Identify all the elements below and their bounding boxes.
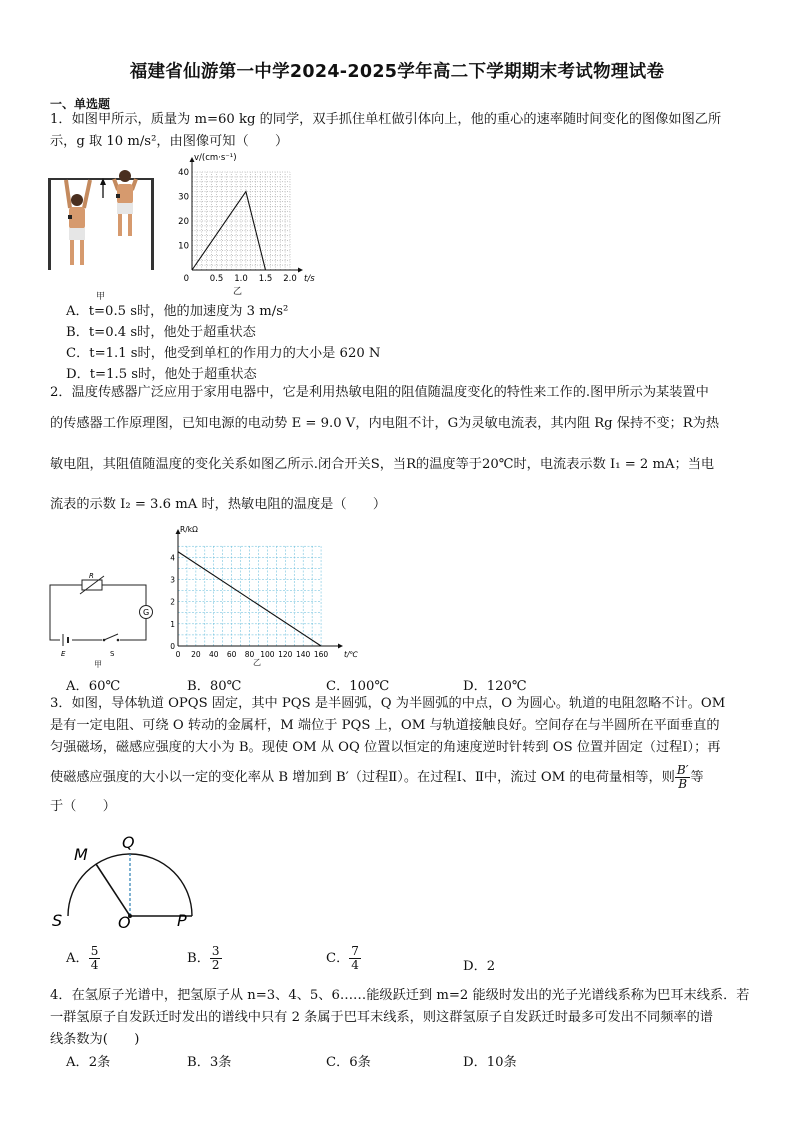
y-axis-label: v/(cm·s⁻¹) (194, 153, 237, 163)
x-axis-label: t/s (304, 274, 315, 284)
q2-text-line2: 的传感器工作原理图，已知电源的电动势 E = 9.0 V，内电阻不计，G为灵敏电流表，其内阻 Rg 保持不变；R为热 (50, 416, 720, 431)
q3-fraction-den: B (678, 777, 688, 791)
q3-option-c-num: 7 (351, 944, 359, 958)
q3-text-line5: 于（ ） (50, 799, 116, 814)
circuit-label-r: R (89, 572, 94, 580)
circuit-label-s: S (110, 650, 115, 658)
page-title: 福建省仙游第一中学2024-2025学年高二下学期期末考试物理试卷 (129, 62, 665, 82)
y-tick-label: 40 (178, 168, 189, 178)
q1-option-a[interactable]: A．t=0.5 s时，他的加速度为 3 m/s² (66, 304, 289, 319)
section-heading: 一、单选题 (50, 97, 111, 111)
q1-text-line2: 示，g 取 10 m/s²，由图像可知（ ） (50, 134, 289, 149)
q3-text-line4b: 等 (690, 770, 704, 785)
x-tick-label: 40 (208, 650, 219, 659)
q2-option-a[interactable]: A．60℃ (66, 679, 121, 694)
q3-option-b-den: 2 (211, 958, 220, 972)
x-tick-label: 2.0 (283, 274, 297, 284)
q3-text-line4 (50, 764, 745, 791)
q3-option-a[interactable] (66, 945, 100, 972)
q3-fraction (675, 764, 691, 791)
x-tick-label: 1.5 (258, 274, 273, 284)
bar-frame-left (48, 178, 51, 270)
q1-fig-right-label: 乙 (233, 287, 243, 297)
q2-circuit-diagram (46, 570, 158, 666)
q3-option-d-letter: D． (463, 959, 487, 974)
q3-option-c-den: 4 (351, 958, 359, 972)
q3-option-d[interactable] (463, 955, 495, 974)
x-tick-label: 160 (313, 650, 329, 659)
q1-option-c[interactable]: C．t=1.1 s时，他受到单杠的作用力的大小是 620 N (66, 346, 381, 361)
y-tick-label: 30 (178, 192, 189, 203)
q4-option-a[interactable]: A．2条 (66, 1055, 111, 1070)
q2-option-b[interactable]: B．80℃ (187, 679, 242, 694)
y-tick-label: 10 (178, 241, 189, 252)
q1-option-b[interactable]: B．t=0.4 s时，他处于超重状态 (66, 325, 256, 340)
q1-figure-pullup (48, 160, 160, 292)
fig-label-m: M (74, 845, 88, 864)
q4-option-d[interactable]: D．10条 (463, 1055, 517, 1070)
q1-fig-left-label: 甲 (96, 292, 106, 302)
y-tick-label: 3 (170, 575, 175, 585)
q2-resistance-chart (164, 525, 358, 668)
fig-label-s: S (52, 911, 63, 930)
x-tick-label: 60 (226, 650, 237, 659)
x-tick-label: 140 (296, 650, 311, 659)
q3-option-b[interactable] (187, 945, 222, 972)
q4-option-c[interactable]: C．6条 (326, 1055, 371, 1070)
q2-text-line4: 流表的示数 I₂ = 3.6 mA 时，热敏电阻的温度是（ ） (50, 497, 387, 512)
q2-option-d[interactable]: D．120℃ (463, 679, 527, 694)
q4-text-line3: 线条数为( ) (50, 1032, 140, 1047)
q2-fig-left-label: 甲 (94, 660, 102, 669)
q3-option-a-letter: A． (66, 951, 89, 966)
x-tick-label: 1.0 (234, 274, 248, 284)
q2-option-c[interactable]: C．100℃ (326, 679, 390, 694)
q3-option-b-num: 3 (211, 944, 220, 958)
q3-option-c[interactable] (326, 945, 361, 972)
bar-frame-top (48, 178, 154, 180)
y-tick-label: 4 (170, 553, 175, 563)
q3-text-line2: 是有一定电阻、可绕 O 转动的金属杆，M 端位于 PQS 上，OM 与轨道接触良好。空间存在与半圆所在平面垂直的 (50, 718, 720, 733)
x-tick-label: 0.5 (209, 274, 224, 284)
q2-text-line3: 敏电阻，其阻值随温度的变化关系如图乙所示.闭合开关S，当R的温度等于20℃时，电流表示数 I₁ = 2 mA；当电 (50, 457, 715, 472)
fig-label-o: O (118, 913, 131, 932)
q1-option-d[interactable]: D．t=1.5 s时，他处于超重状态 (66, 367, 257, 382)
x-axis-arrow-icon (298, 268, 303, 273)
q3-option-a-den: 4 (90, 958, 99, 972)
q2-fig-right-label: 乙 (253, 658, 261, 667)
x-tick-label: 100 (260, 650, 275, 659)
y-tick-label: 0 (170, 642, 175, 651)
y-tick-label: 1 (170, 619, 175, 629)
q4-text-line1: 4．在氢原子光谱中，把氢原子从 n=3、4、5、6……能级跃迁到 m=2 能级时发出的光子光谱线系称为巴耳末线系．若 (50, 988, 750, 1003)
origin-label: 0 (183, 274, 189, 284)
q3-text-line4a: 使磁感应强度的大小以一定的变化率从 B 增加到 B′（过程Ⅱ）。在过程Ⅰ、Ⅱ中，流过 OM 的电荷量相等，则 (50, 770, 675, 785)
x-tick-label: 80 (244, 650, 255, 659)
q3-text-line1: 3．如图，导体轨道 OPQS 固定，其中 PQS 是半圆弧，Q 为半圆弧的中点，O 为圆心。轨道的电阻忽略不计。OM (50, 696, 726, 711)
circuit-label-e: E (61, 650, 66, 658)
q3-semicircle-figure (48, 828, 208, 930)
y-tick-label: 20 (178, 217, 189, 227)
q3-option-b-letter: B． (187, 951, 210, 966)
x-tick-label: 20 (191, 650, 201, 659)
q1-text-line1: 1．如图甲所示，质量为 m=60 kg 的同学，双手抓住单杠做引体向上，他的重心的速率随时间变化的图像如图乙所 (50, 112, 722, 127)
series-line (192, 192, 266, 270)
q3-option-c-letter: C． (326, 951, 350, 966)
fig-label-q: Q (122, 833, 135, 852)
q3-text-line3: 匀强磁场，磁感应强度的大小为 B。现使 OM 从 OQ 位置以恒定的角速度逆时针转到 OS 位置并固定（过程Ⅰ）；再 (50, 740, 721, 755)
x-axis-label: t/℃ (344, 650, 358, 659)
q2-text-line1: 2．温度传感器广泛应用于家用电器中，它是利用热敏电阻的阻值随温度变化的特性来工作的.图甲所示为某装置中 (50, 385, 709, 400)
person-low-icon (66, 180, 90, 265)
rod-om (96, 864, 130, 916)
y-tick-label: 2 (170, 597, 175, 607)
x-tick-label: 0 (175, 650, 181, 659)
q3-option-d-value: 2 (486, 959, 496, 974)
q1-velocity-chart (164, 153, 324, 288)
y-axis-label: R/kΩ (180, 525, 198, 534)
q4-text-line2: 一群氢原子自发跃迁时发出的谱线中只有 2 条属于巴耳末线系，则这群氢原子自发跃迁时最多可发出不同频率的谱 (50, 1010, 713, 1025)
bar-frame-right (151, 178, 154, 270)
x-axis-arrow-icon (338, 644, 343, 649)
q4-option-b[interactable]: B．3条 (187, 1055, 232, 1070)
q3-option-a-num: 5 (90, 944, 99, 958)
fig-label-p: P (177, 911, 187, 930)
x-tick-label: 120 (278, 650, 293, 659)
q3-fraction-num: B′ (676, 763, 689, 777)
circuit-label-g: G (143, 608, 150, 617)
